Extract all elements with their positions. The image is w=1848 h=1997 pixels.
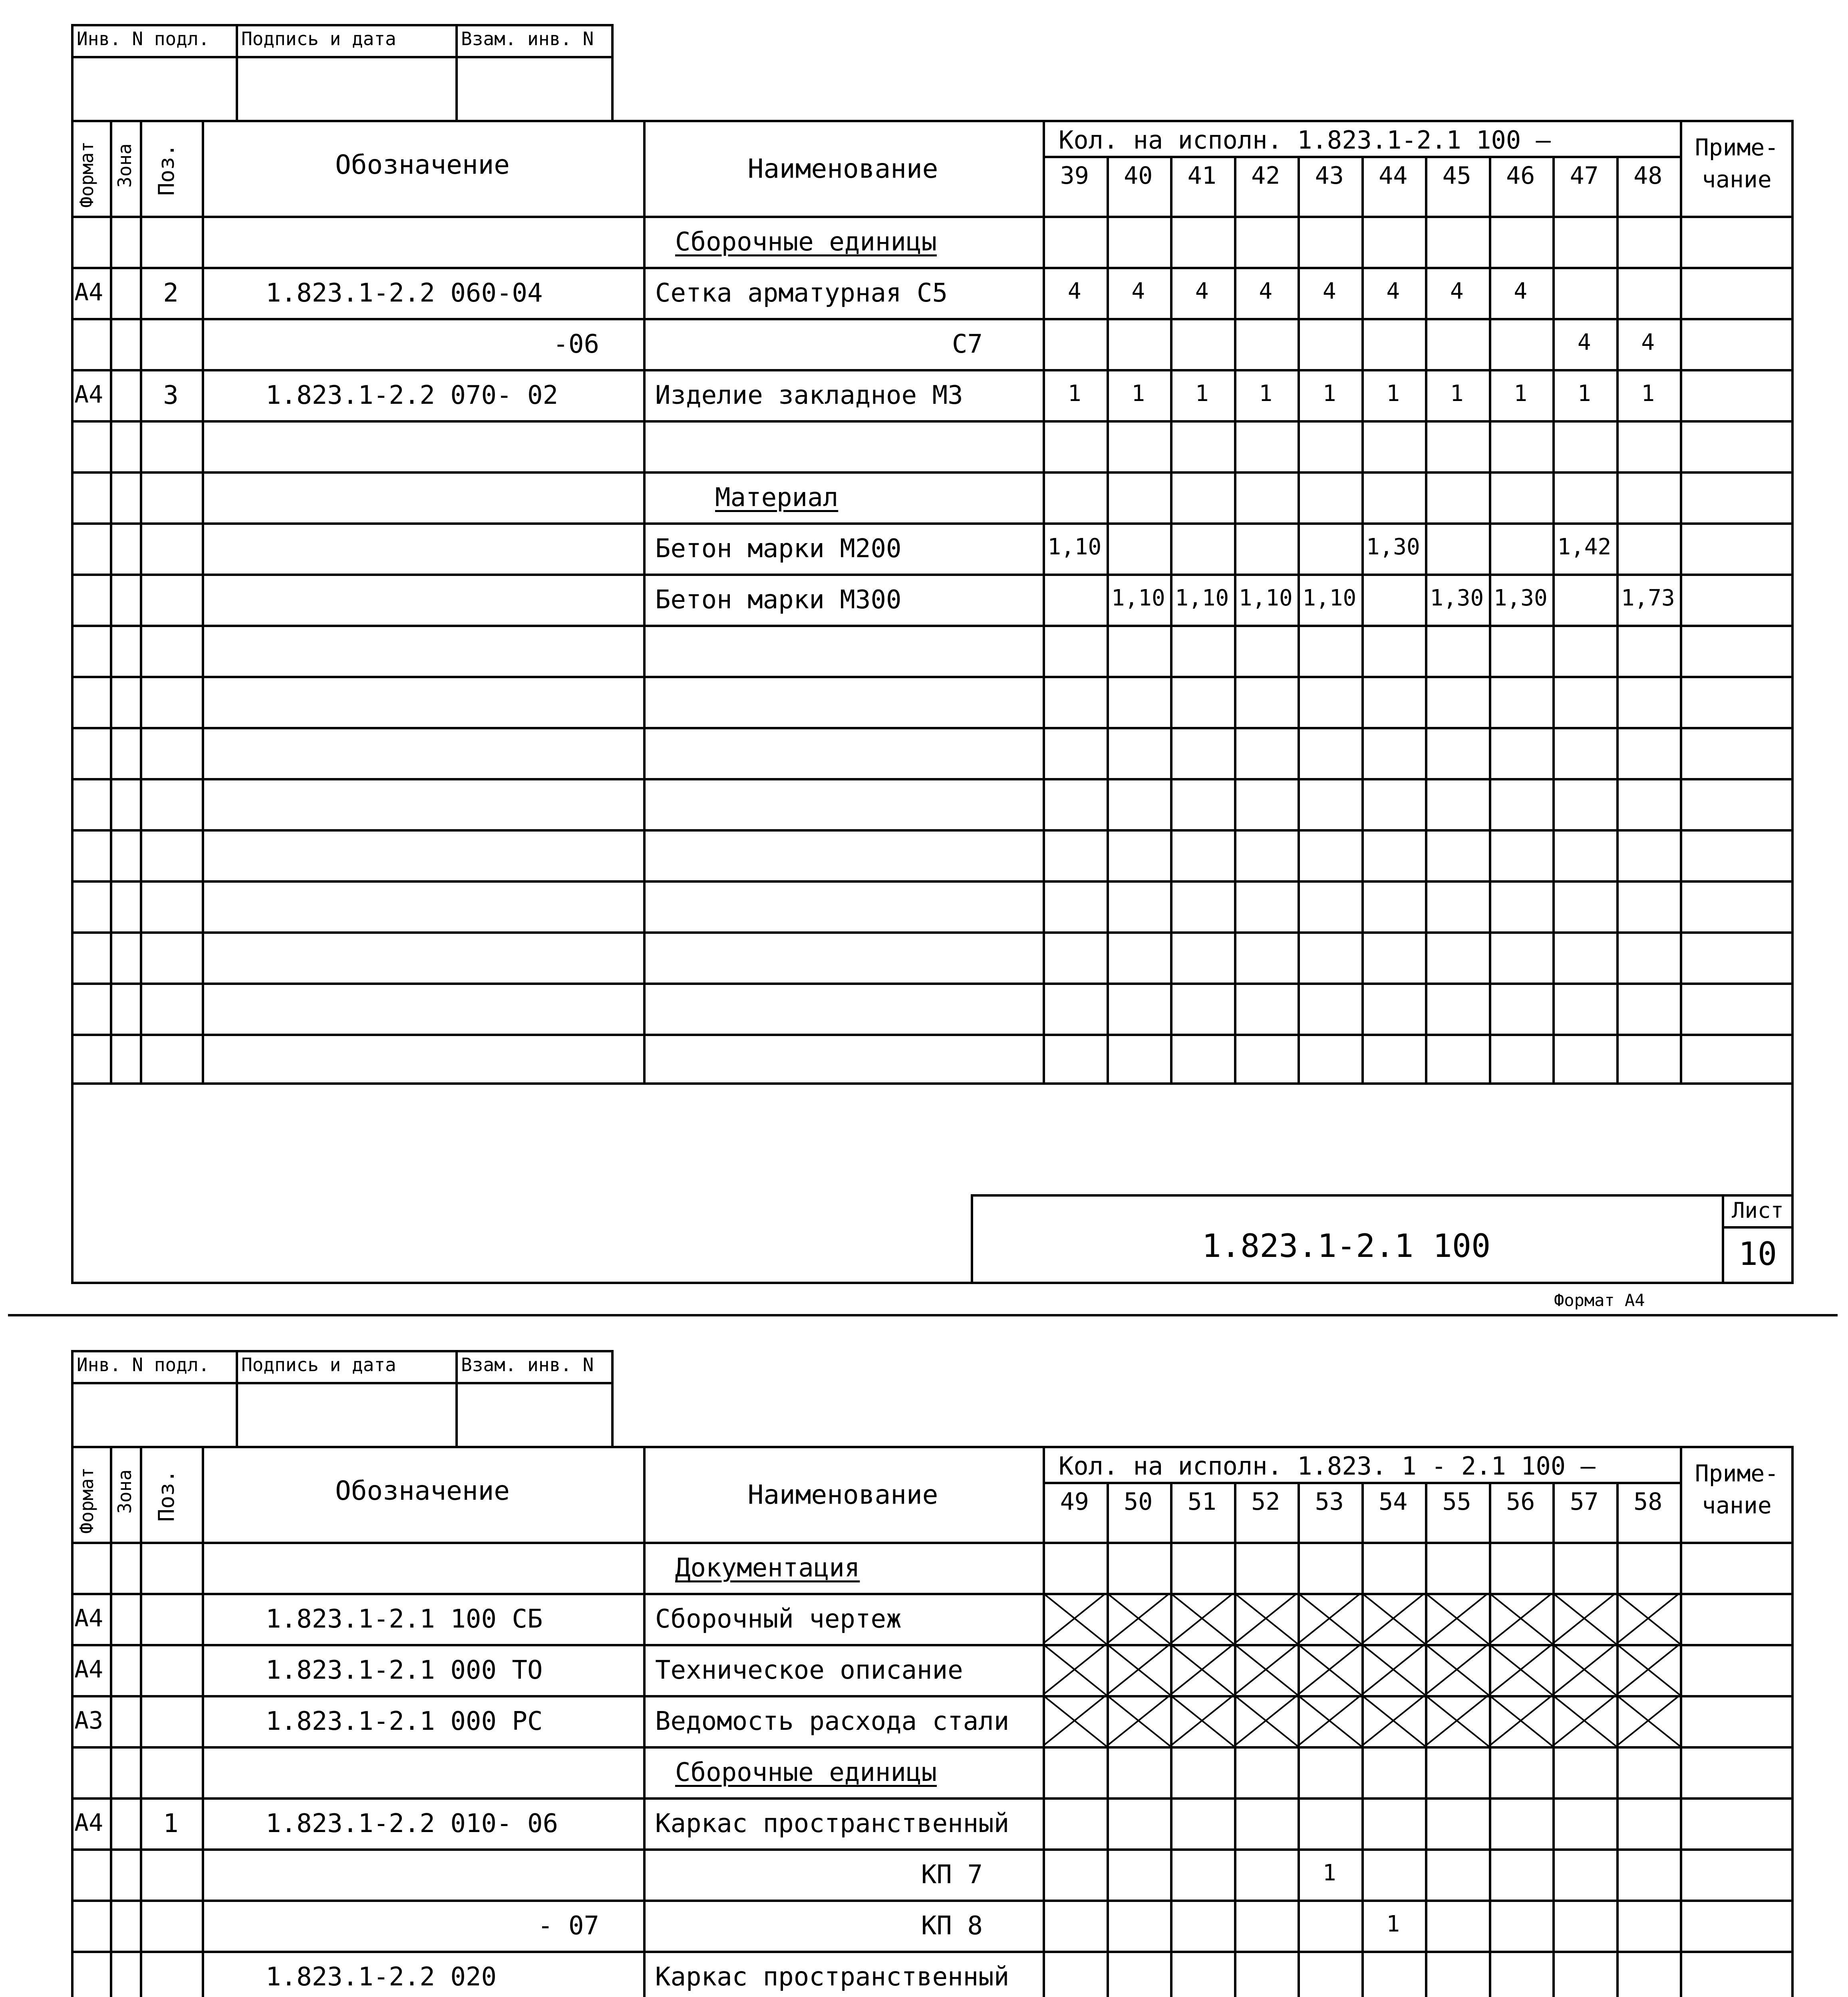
title-block-list-line [1722, 1226, 1794, 1229]
crossed-cell [1043, 1644, 1107, 1695]
row-position: 3 [163, 381, 179, 410]
row-designation: 1.823.1-2.2 060-04 [266, 278, 543, 308]
qty-column-line [1489, 156, 1491, 1082]
qty-column-number: 47 [1570, 162, 1599, 190]
stamp-mid-line [71, 56, 611, 58]
stamp-divider [71, 1350, 74, 1446]
qty-cell: 1 [1514, 381, 1528, 407]
row-name: Сборочные единицы [675, 227, 937, 257]
qty-column-number: 54 [1379, 1488, 1408, 1516]
stamp-sign-label: Подпись и дата [241, 1354, 396, 1376]
stamp-vzam-label: Взам. инв. N [461, 1354, 594, 1376]
row-position: 2 [163, 278, 179, 308]
row-name: Техническое описание [655, 1656, 963, 1685]
crossed-cell [1361, 1593, 1425, 1644]
qty-cell: 1 [1322, 1860, 1336, 1886]
row-name: Изделие закладное М3 [655, 381, 963, 410]
stamp-divider [236, 24, 238, 120]
stamp-top-line [71, 1350, 611, 1352]
qty-column-number: 45 [1442, 162, 1471, 190]
qty-cell: 1,42 [1557, 534, 1612, 560]
qty-cell: 1,10 [1175, 585, 1229, 611]
stamp-sign-label: Подпись и дата [241, 28, 396, 50]
head-qty: Кол. на исполн. 1.823. 1 - 2.1 100 — [1059, 1451, 1596, 1481]
row-line [71, 471, 1794, 474]
qty-column-number: 52 [1251, 1488, 1280, 1516]
row-designation: 1.823.1-2.2 020 [266, 1962, 497, 1992]
row-line [71, 983, 1794, 985]
stamp-vzam-label: Взам. инв. N [461, 28, 594, 50]
crossed-cell [1489, 1593, 1553, 1644]
head-pos: Поз. [154, 143, 179, 196]
qty-column-number: 42 [1251, 162, 1280, 190]
row-line [71, 318, 1794, 320]
qty-column-number: 43 [1315, 162, 1344, 190]
row-format: А4 [74, 381, 103, 409]
qty-column-line [1616, 156, 1619, 1082]
qty-cell: 1,30 [1430, 585, 1484, 611]
row-format: А3 [74, 1707, 103, 1735]
qty-column-number: 48 [1633, 162, 1663, 190]
qty-column-number: 41 [1187, 162, 1216, 190]
row-position: 1 [163, 1809, 179, 1838]
column-line [202, 1446, 204, 1997]
crossed-cell [1234, 1593, 1298, 1644]
qty-cell: 1 [1195, 381, 1209, 407]
head-note-1: Приме- [1695, 1460, 1779, 1487]
qty-cell: 4 [1067, 278, 1081, 304]
row-name: Бетон марки М300 [655, 585, 902, 615]
qty-column-line [1425, 156, 1427, 1082]
head-pos: Поз. [154, 1469, 179, 1522]
head-designation: Обозначение [335, 149, 510, 180]
row-name: КП 7 [921, 1860, 983, 1890]
row-name: Сборочный чертеж [655, 1604, 902, 1634]
qty-cell: 1 [1386, 381, 1400, 407]
column-line [140, 1446, 142, 1997]
crossed-cell [1552, 1644, 1616, 1695]
title-block-divider [1722, 1194, 1724, 1284]
qty-column-line [1361, 156, 1364, 1082]
qty-cell: 1,30 [1493, 585, 1548, 611]
column-line [1680, 1446, 1682, 1997]
column-line [110, 1446, 112, 1997]
row-line [71, 1797, 1794, 1800]
qty-cell: 1 [1450, 381, 1464, 407]
head-name: Наименование [747, 153, 938, 184]
qty-cell: 1 [1641, 381, 1655, 407]
head-format: Формат [76, 1467, 97, 1534]
row-designation: 1.823.1-2.2 070- 02 [266, 381, 558, 410]
qty-column-number: 55 [1442, 1488, 1471, 1516]
list-number: 10 [1738, 1235, 1777, 1272]
qty-column-number: 44 [1379, 162, 1408, 190]
qty-column-number: 50 [1124, 1488, 1153, 1516]
row-line [71, 1034, 1794, 1036]
stamp-inv-label: Инв. N подл. [77, 1354, 210, 1376]
row-designation: -06 [553, 330, 599, 359]
crossed-cell [1425, 1695, 1489, 1746]
row-name: С7 [952, 330, 983, 359]
qty-column-line [1107, 156, 1109, 1082]
header-bottom-line [71, 216, 1794, 218]
sheet-separator [8, 1314, 1838, 1316]
stamp-divider [611, 1350, 614, 1446]
crossed-cell [1361, 1695, 1425, 1746]
row-format: А4 [74, 1809, 103, 1837]
qty-column-number: 49 [1060, 1488, 1089, 1516]
crossed-cell [1616, 1695, 1680, 1746]
row-name: Сборочные единицы [675, 1758, 937, 1787]
head-designation: Обозначение [335, 1475, 510, 1506]
crossed-cell [1298, 1593, 1361, 1644]
row-line [71, 880, 1794, 883]
row-line [71, 778, 1794, 780]
qty-cell: 4 [1322, 278, 1336, 304]
stamp-divider [455, 24, 458, 120]
qty-cell: 1 [1577, 381, 1591, 407]
head-note-2: чание [1702, 166, 1772, 193]
qty-cell: 1 [1131, 381, 1145, 407]
qty-cell: 4 [1386, 278, 1400, 304]
row-line [71, 1848, 1794, 1851]
row-name: Материал [715, 483, 839, 512]
format-label: Формат А4 [1554, 1290, 1645, 1310]
row-format: А4 [74, 1604, 103, 1632]
row-name: Ведомость расхода стали [655, 1707, 1009, 1736]
qty-cell: 4 [1195, 278, 1209, 304]
qty-cell: 1,10 [1047, 534, 1102, 560]
row-name: Сетка арматурная С5 [655, 278, 948, 308]
row-format: А4 [74, 1656, 103, 1683]
crossed-cell [1489, 1695, 1553, 1746]
head-zone: Зона [114, 1469, 135, 1514]
row-designation: 1.823.1-2.1 100 СБ [266, 1604, 543, 1634]
crossed-cell [1170, 1644, 1234, 1695]
column-line [140, 120, 142, 1082]
head-zone: Зона [114, 143, 135, 188]
row-designation: 1.823.1-2.2 010- 06 [266, 1809, 558, 1838]
stamp-divider [455, 1350, 458, 1446]
header-bottom-line [71, 1542, 1794, 1544]
crossed-cell [1489, 1644, 1553, 1695]
row-designation: - 07 [537, 1911, 599, 1941]
head-note-2: чание [1702, 1492, 1772, 1519]
row-line [71, 625, 1794, 627]
qty-column-number: 39 [1060, 162, 1089, 190]
crossed-cell [1298, 1644, 1361, 1695]
crossed-cell [1234, 1644, 1298, 1695]
stamp-divider [236, 1350, 238, 1446]
column-line [1680, 120, 1682, 1082]
qty-cell: 4 [1259, 278, 1273, 304]
head-name: Наименование [747, 1479, 938, 1510]
row-name: Документация [675, 1553, 860, 1583]
stamp-divider [71, 24, 74, 120]
column-line [1043, 120, 1045, 1082]
crossed-cell [1043, 1593, 1107, 1644]
crossed-cell [1043, 1695, 1107, 1746]
row-designation: 1.823.1-2.1 000 ТО [266, 1656, 543, 1685]
crossed-cell [1298, 1695, 1361, 1746]
crossed-cell [1170, 1593, 1234, 1644]
row-line [71, 1746, 1794, 1749]
qty-column-number: 58 [1633, 1488, 1663, 1516]
row-line [71, 1900, 1794, 1902]
row-line [71, 267, 1794, 269]
crossed-cell [1107, 1644, 1170, 1695]
crossed-cell [1107, 1695, 1170, 1746]
qty-cell: 4 [1641, 330, 1655, 355]
qty-cell: 4 [1514, 278, 1528, 304]
crossed-cell [1425, 1644, 1489, 1695]
stamp-divider [611, 24, 614, 120]
row-line [71, 1951, 1794, 1953]
head-qty: Кол. на исполн. 1.823.1-2.1 100 — [1059, 125, 1551, 155]
row-line [71, 574, 1794, 576]
row-line [71, 369, 1794, 371]
crossed-cell [1170, 1695, 1234, 1746]
qty-cell: 1,10 [1302, 585, 1357, 611]
row-designation: 1.823.1-2.1 000 РС [266, 1707, 543, 1736]
stamp-top-line [71, 24, 611, 26]
qty-column-number: 53 [1315, 1488, 1344, 1516]
qty-cell: 1 [1067, 381, 1081, 407]
rows-bottom-line [71, 1082, 1794, 1085]
row-line [71, 931, 1794, 934]
qty-column-line [1170, 156, 1172, 1082]
row-line [71, 420, 1794, 423]
qty-cell: 1,30 [1366, 534, 1420, 560]
qty-column-number: 51 [1187, 1488, 1216, 1516]
qty-column-line [1552, 156, 1555, 1082]
crossed-cell [1552, 1593, 1616, 1644]
row-name: КП 8 [921, 1911, 983, 1941]
qty-cell: 1,73 [1621, 585, 1675, 611]
crossed-cell [1616, 1593, 1680, 1644]
qty-cell: 1 [1386, 1911, 1400, 1937]
qty-column-number: 40 [1124, 162, 1153, 190]
column-line [202, 120, 204, 1082]
qty-cell: 4 [1577, 330, 1591, 355]
qty-column-line [1234, 156, 1236, 1082]
row-line [71, 522, 1794, 525]
head-note-1: Приме- [1695, 134, 1779, 161]
crossed-cell [1361, 1644, 1425, 1695]
qty-cell: 4 [1450, 278, 1464, 304]
crossed-cell [1234, 1695, 1298, 1746]
stamp-inv-label: Инв. N подл. [77, 28, 210, 50]
row-line [71, 676, 1794, 678]
crossed-cell [1616, 1644, 1680, 1695]
crossed-cell [1552, 1695, 1616, 1746]
qty-column-line [1298, 156, 1300, 1082]
list-label: Лист [1731, 1198, 1784, 1223]
crossed-cell [1425, 1593, 1489, 1644]
row-name: Бетон марки М200 [655, 534, 902, 564]
row-line [71, 829, 1794, 832]
qty-cell: 1 [1259, 381, 1273, 407]
qty-cell: 1,10 [1238, 585, 1293, 611]
column-line [643, 120, 646, 1082]
row-format: А4 [74, 278, 103, 306]
stamp-mid-line [71, 1382, 611, 1384]
doc-code: 1.823.1-2.1 100 [1202, 1227, 1491, 1265]
row-name: Каркас пространственный [655, 1809, 1009, 1838]
qty-cell: 1,10 [1111, 585, 1165, 611]
column-line [110, 120, 112, 1082]
head-format: Формат [76, 141, 97, 208]
row-name: Каркас пространственный [655, 1962, 1009, 1992]
column-line [643, 1446, 646, 1997]
qty-cell: 4 [1131, 278, 1145, 304]
crossed-cell [1107, 1593, 1170, 1644]
qty-cell: 1 [1322, 381, 1336, 407]
qty-column-number: 56 [1506, 1488, 1535, 1516]
qty-column-number: 57 [1570, 1488, 1599, 1516]
row-line [71, 727, 1794, 729]
qty-column-number: 46 [1506, 162, 1535, 190]
